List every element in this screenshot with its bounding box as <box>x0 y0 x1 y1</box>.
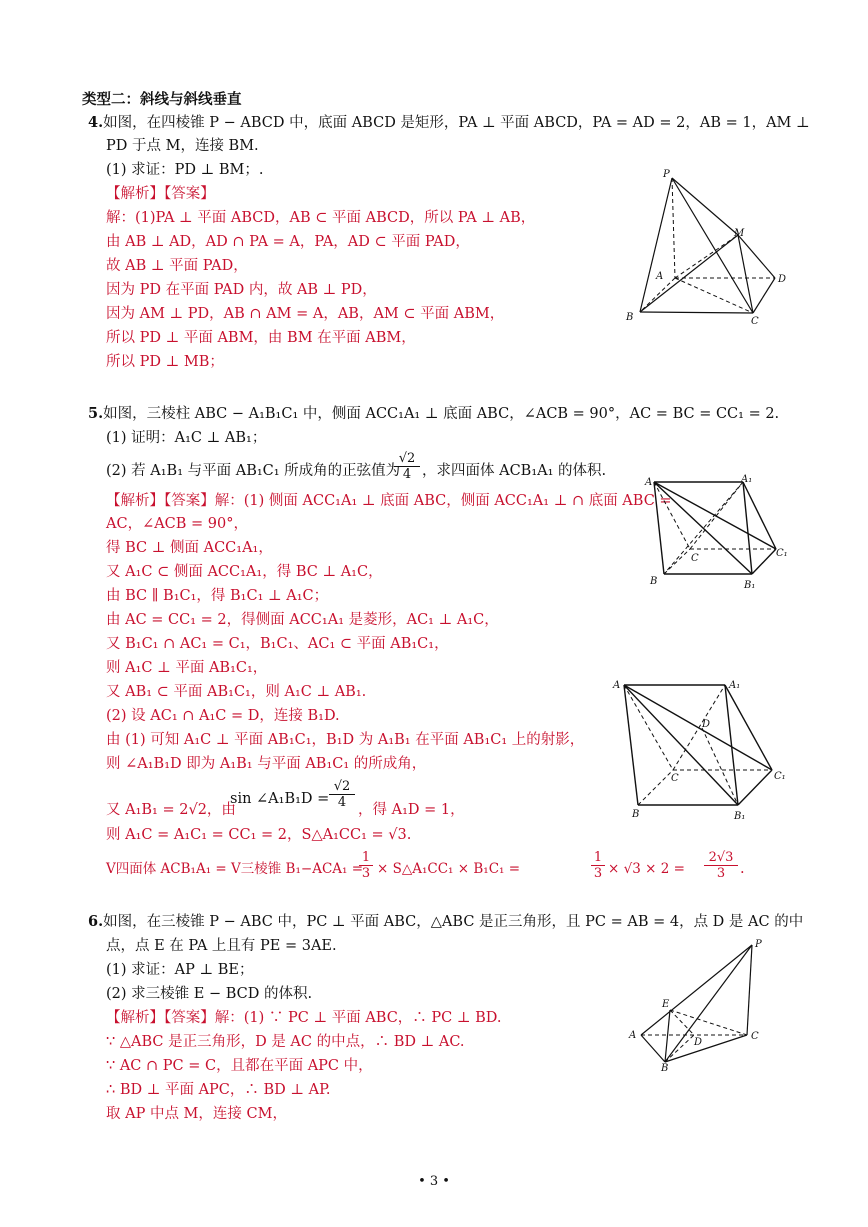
problem5-solution-first <box>106 492 672 510</box>
problem6-answer-tag: 【解析】【答案】 <box>106 1010 215 1026</box>
sin-frac-den: 4 <box>337 795 347 810</box>
problem4-stem-line1 <box>88 114 810 132</box>
problem4-stem-line2: PD 于点 M，连接 BM. <box>106 138 259 154</box>
fig2-label-C1: C₁ <box>774 771 786 782</box>
problem5-solution-line: 又 B₁C₁ ∩ AC₁ = C₁，B₁C₁、AC₁ ⊂ 平面 AB₁C₁， <box>106 636 449 652</box>
fig2-label-C: C <box>671 773 679 784</box>
problem6-question1: (1) 求证：AP ⊥ BE； <box>106 962 254 978</box>
problem6-solution-line: ∴ BD ⊥ 平面 APC，∴ BD ⊥ AP. <box>106 1082 331 1098</box>
problem4-answer-tag: 【解析】【答案】 <box>106 186 215 202</box>
problem6-solution-first <box>106 1009 502 1027</box>
sin-frac-num: √2 <box>329 779 355 795</box>
problem5-stem: 如图，三棱柱 ABC − A₁B₁C₁ 中，侧面 ACC₁A₁ ⊥ 底面 ABC，∠ACB = 90°，AC = BC = CC₁ = 2. <box>103 406 780 422</box>
problem5-solution-line: AC，∠ACB = 90°， <box>106 516 249 532</box>
problem5-solution-line: (2) 设 AC₁ ∩ A₁C = D，连接 B₁D. <box>106 708 340 724</box>
problem5-number: 5. <box>88 405 104 422</box>
label-C: C <box>751 316 759 327</box>
fig1-label-C1: C₁ <box>776 548 788 559</box>
problem5-volume-end: . <box>740 861 745 877</box>
problem5-solution-line: 由 BC ∥ B₁C₁，得 B₁C₁ ⊥ A₁C； <box>106 588 329 604</box>
problem4-solution-line: 故 AB ⊥ 平面 PAD， <box>106 258 248 274</box>
problem6-solution-line: 取 AP 中点 M，连接 CM， <box>106 1106 287 1122</box>
problem5-solution-line: 则 ∠A₁B₁D 即为 A₁B₁ 与平面 AB₁C₁ 的所成角， <box>106 756 427 772</box>
prism-figure-2 <box>608 673 800 826</box>
problem6-question2: (2) 求三棱锥 E − BCD 的体积. <box>106 986 313 1002</box>
fig2-label-A: A <box>613 680 621 691</box>
problem5-question2-pre: (2) 若 A₁B₁ 与平面 AB₁C₁ 所成角的正弦值为 <box>106 463 401 479</box>
problem5-stem-line <box>88 405 779 423</box>
problem6-solution-line: ∵ AC ∩ PC = C，且都在平面 APC 中， <box>106 1058 373 1074</box>
fig6-label-C: C <box>751 1031 759 1042</box>
fig1-label-B1: B₁ <box>744 580 756 591</box>
q2-frac-den: 4 <box>402 467 412 482</box>
fig2-label-B: B <box>632 809 640 820</box>
problem4-question1: (1) 求证：PD ⊥ BM；. <box>106 162 264 178</box>
vol-f2-den: 3 <box>593 866 603 881</box>
label-A: A <box>656 271 664 282</box>
section-title: 类型二：斜线与斜线垂直 <box>82 92 242 108</box>
label-D: D <box>778 274 787 285</box>
problem6-stem-line2: 点，点 E 在 PA 上且有 PE = 3AE. <box>106 938 337 954</box>
vol-fraction-2 <box>591 850 605 881</box>
q2-frac-num: √2 <box>394 451 420 467</box>
problem5-answer-tag: 【解析】【答案】 <box>106 493 215 509</box>
label-M: M <box>734 228 745 239</box>
fig1-label-B: B <box>650 576 658 587</box>
vol-f1-num: 1 <box>359 850 373 866</box>
problem5-volume-mid2: × √3 × 2 = <box>608 861 685 877</box>
problem5-sin-expr: sin ∠A₁B₁D = <box>230 791 330 807</box>
problem4-number: 4. <box>88 114 104 131</box>
problem6-solution-start: 解：(1) ∵ PC ⊥ 平面 ABC，∴ PC ⊥ BD. <box>214 1010 502 1026</box>
prism-figure-1 <box>642 470 792 595</box>
fig1-label-A: A <box>645 477 653 488</box>
problem4-solution-line: 所以 PD ⊥ 平面 ABM，由 BM 在平面 ABM， <box>106 330 416 346</box>
problem4-solution-line: 因为 PD 在平面 PAD 内，故 AB ⊥ PD， <box>106 282 377 298</box>
vol-fraction-3 <box>704 850 738 881</box>
problem4-solution-line: 解：(1)PA ⊥ 平面 ABCD，AB ⊂ 平面 ABCD，所以 PA ⊥ AB， <box>106 210 536 226</box>
problem6-number: 6. <box>88 913 104 930</box>
vol-f3-num: 2√3 <box>704 850 738 866</box>
problem4-stem1: 如图，在四棱锥 P − ABCD 中，底面 ABCD 是矩形，PA ⊥ 平面 ABCD，PA = AD = 2，AB = 1，AM ⊥ <box>103 115 810 131</box>
problem5-question1: (1) 证明：A₁C ⊥ AB₁； <box>106 430 267 446</box>
problem6-stem1: 如图，在三棱锥 P − ABC 中，PC ⊥ 平面 ABC，△ABC 是正三角形，且 PC = AB = 4，点 D 是 AC 的中 <box>103 914 804 930</box>
fig6-label-B: B <box>661 1063 669 1074</box>
problem5-solution-start: 解：(1) 侧面 ACC₁A₁ ⊥ 底面 ABC，侧面 ACC₁A₁ ⊥ ∩ 底面 ABC = <box>214 493 672 509</box>
problem6-solution-line: ∵ △ABC 是正三角形，D 是 AC 的中点，∴ BD ⊥ AC. <box>106 1034 465 1050</box>
problem6-stem-line1 <box>88 913 803 931</box>
problem5-volume-mid: × S△A₁CC₁ × B₁C₁ = <box>377 861 521 877</box>
problem5-question2-post: ，求四面体 ACB₁A₁ 的体积. <box>422 463 607 479</box>
fig2-label-B1: B₁ <box>734 811 746 822</box>
fig2-label-D: D <box>702 719 711 730</box>
page-number: • 3 • <box>418 1174 450 1189</box>
fig6-label-P: P <box>755 939 762 950</box>
problem4-solution-line: 因为 AM ⊥ PD，AB ∩ AM = A，AB，AM ⊂ 平面 ABM， <box>106 306 505 322</box>
tetrahedron-figure <box>620 935 780 1075</box>
problem5-sin-pre: 又 A₁B₁ = 2√2，由 <box>106 802 236 818</box>
label-B: B <box>626 312 634 323</box>
problem4-solution-line: 由 AB ⊥ AD，AD ∩ PA = A，PA，AD ⊂ 平面 PAD， <box>106 234 470 250</box>
fig2-label-A1: A₁ <box>729 680 741 691</box>
vol-f2-num: 1 <box>591 850 605 866</box>
fig1-label-A1: A₁ <box>741 474 753 485</box>
vol-f1-den: 3 <box>361 866 371 881</box>
vol-fraction-1 <box>359 850 373 881</box>
problem5-solution-line: 则 A₁C ⊥ 平面 AB₁C₁， <box>106 660 268 676</box>
pyramid-figure <box>615 162 800 327</box>
problem5-volume-lhs: V四面体 ACB₁A₁ = V三棱锥 B₁−ACA₁ = <box>106 861 364 877</box>
problem5-solution-line: 又 AB₁ ⊂ 平面 AB₁C₁，则 A₁C ⊥ AB₁. <box>106 684 367 700</box>
problem5-solution-line: 得 BC ⊥ 侧面 ACC₁A₁， <box>106 540 273 556</box>
problem5-sin-fraction <box>329 779 355 810</box>
problem4-solution-line: 所以 PD ⊥ MB； <box>106 354 224 370</box>
fig6-label-A: A <box>629 1030 637 1041</box>
fig6-label-E: E <box>662 999 670 1010</box>
problem5-sin-post: ，得 A₁D = 1， <box>358 802 465 818</box>
problem5-solution-line: 由 (1) 可知 A₁C ⊥ 平面 AB₁C₁，B₁D 为 A₁B₁ 在平面 AB₁C₁ 上的射影， <box>106 732 585 748</box>
problem5-question2-fraction <box>394 451 420 482</box>
problem5-solution-line: 又 A₁C ⊂ 侧面 ACC₁A₁，得 BC ⊥ A₁C， <box>106 564 383 580</box>
vol-f3-den: 3 <box>716 866 726 881</box>
fig1-label-C: C <box>691 553 699 564</box>
fig6-label-D: D <box>694 1037 703 1048</box>
problem5-solution-line: 由 AC = CC₁ = 2，得侧面 ACC₁A₁ 是菱形，AC₁ ⊥ A₁C， <box>106 612 499 628</box>
label-P: P <box>663 169 670 180</box>
problem5-area-line: 则 A₁C = A₁C₁ = CC₁ = 2，S△A₁CC₁ = √3. <box>106 827 412 843</box>
